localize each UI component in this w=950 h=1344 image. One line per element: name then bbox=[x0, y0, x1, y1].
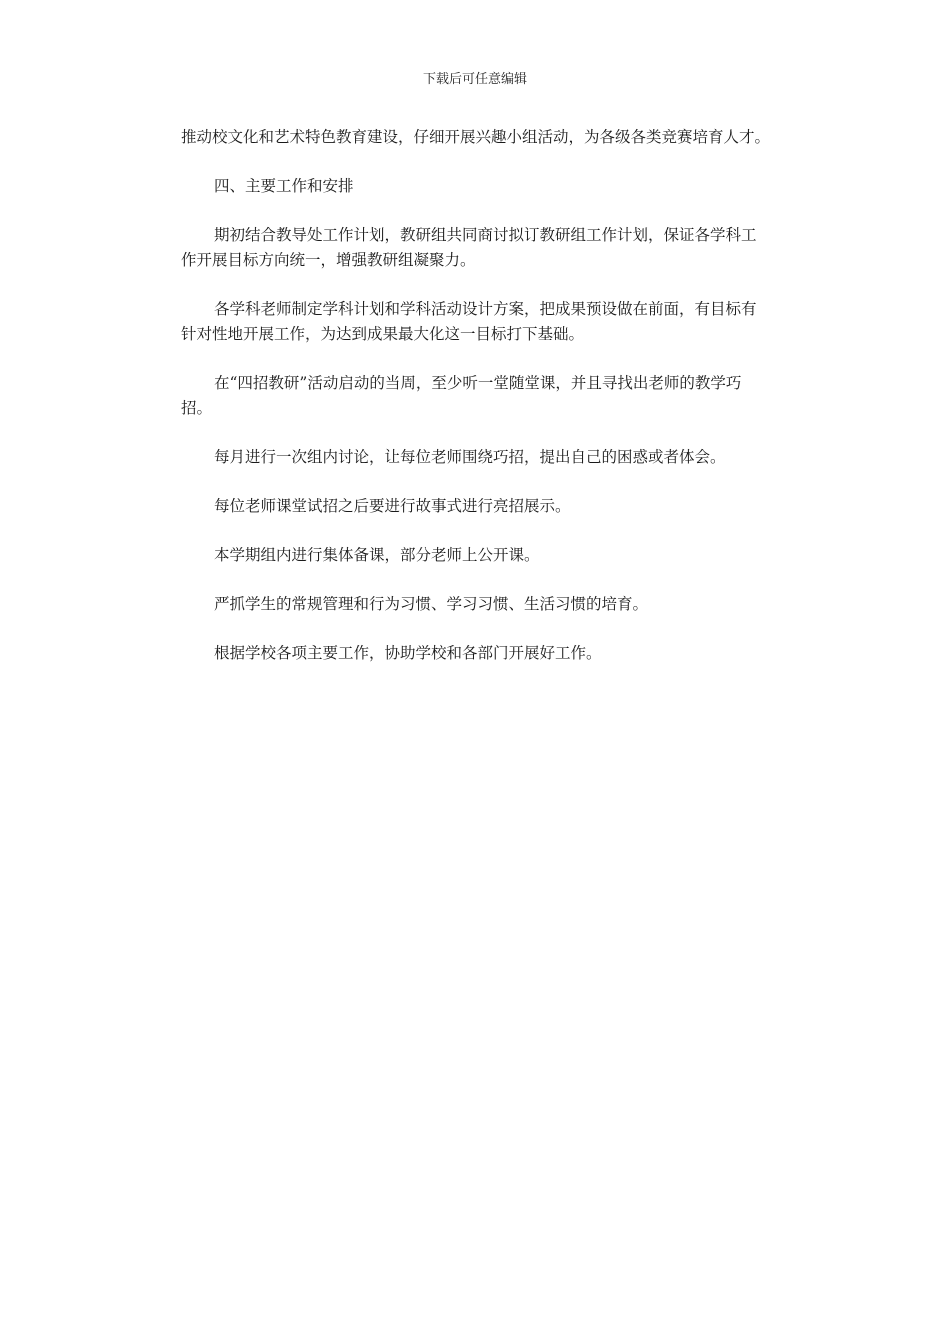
section-heading: 四、主要工作和安排 bbox=[214, 177, 354, 195]
paragraph: 每位老师课堂试招之后要进行故事式进行亮招展示。 bbox=[214, 497, 571, 515]
document-body bbox=[181, 125, 771, 690]
paragraph: 根据学校各项主要工作，协助学校和各部门开展好工作。 bbox=[214, 644, 602, 662]
paragraph: 本学期组内进行集体备课，部分老师上公开课。 bbox=[214, 546, 540, 564]
paragraph: 严抓学生的常规管理和行为习惯、学习习惯、生活习惯的培育。 bbox=[214, 595, 649, 613]
paragraph-continuation: 推动校文化和艺术特色教育建设，仔细开展兴趣小组活动，为各级各类竞赛培育人才。 bbox=[181, 128, 771, 146]
page-header: 下载后可任意编辑 bbox=[422, 72, 527, 87]
paragraph: 每月进行一次组内讨论，让每位老师围绕巧招，提出自己的困惑或者体会。 bbox=[214, 448, 726, 466]
paragraph: 在“四招教研”活动启动的当周，至少听一堂随堂课，并且寻找出老师的教学巧招。 bbox=[181, 374, 742, 417]
paragraph: 各学科老师制定学科计划和学科活动设计方案，把成果预设做在前面，有目标有针对性地开展工作，为达到成果最大化这一目标打下基础。 bbox=[181, 300, 757, 343]
paragraph: 期初结合教导处工作计划，教研组共同商讨拟订教研组工作计划，保证各学科工作开展目标方向统一，增强教研组凝聚力。 bbox=[181, 226, 757, 269]
